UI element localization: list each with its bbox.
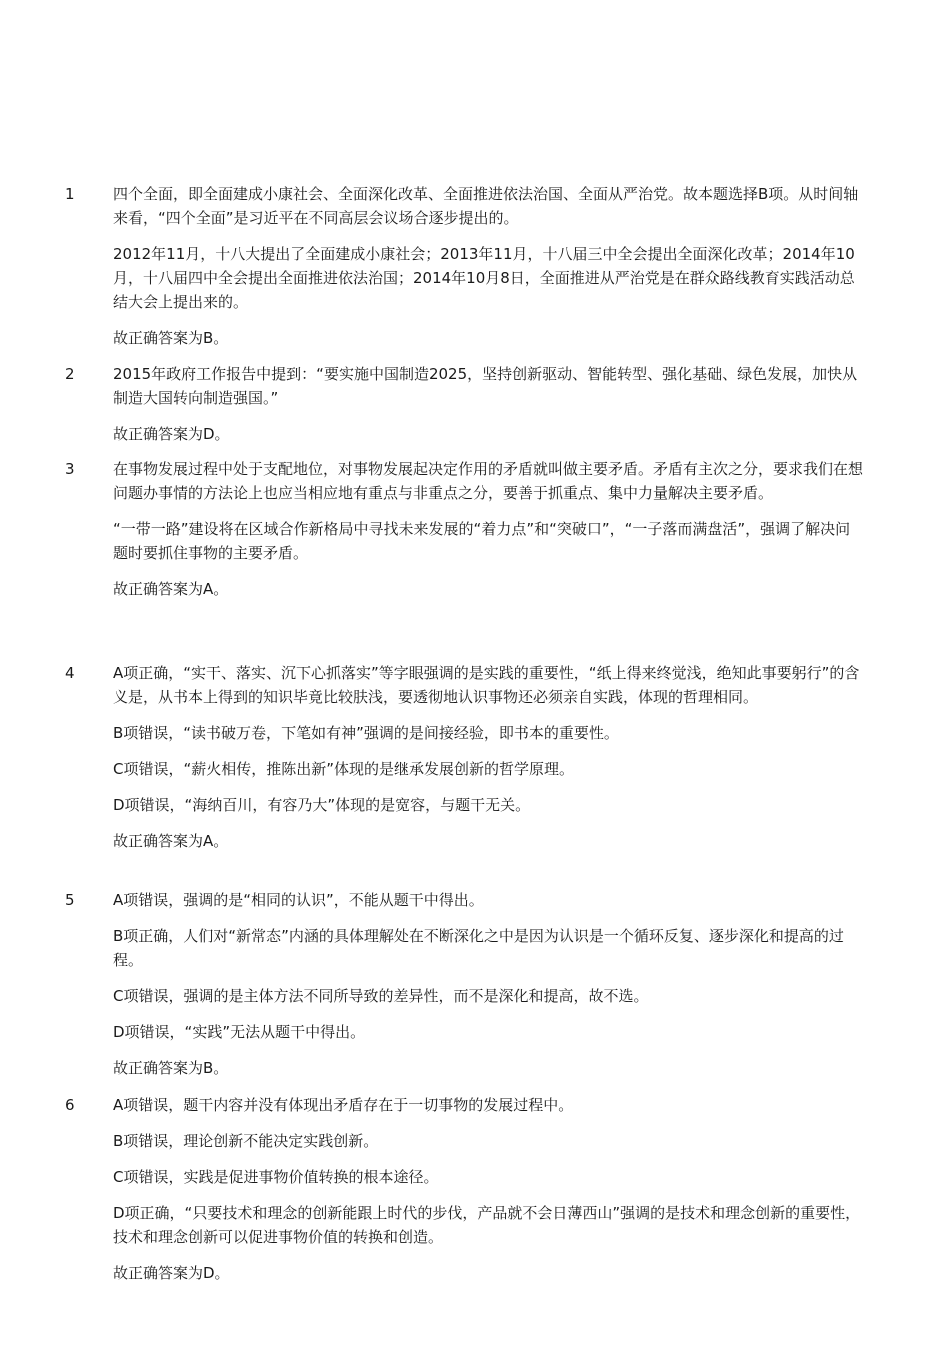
explanation-paragraph: B项正确，人们对“新常态”内涵的具体理解处在不断深化之中是因为认识是一个循环反复、逐步深化和提高的过程。 [113,927,844,969]
item-explanation [113,888,865,1092]
item-number: 1 [65,185,75,203]
explanation-paragraph: B项错误，理论创新不能决定实践创新。 [113,1132,379,1150]
answer-line: 故正确答案为D。 [113,1264,230,1282]
item-number: 6 [65,1096,75,1114]
explanation-paragraph: C项错误，实践是促进事物价值转换的根本途径。 [113,1168,439,1186]
answer-line: 故正确答案为B。 [113,329,229,347]
explanation-paragraph: D项错误，“海纳百川，有容乃大”体现的是宽容，与题干无关。 [113,796,531,814]
item-explanation [113,457,865,613]
answer-line: 故正确答案为A。 [113,832,229,850]
explanation-paragraph: 在事物发展过程中处于支配地位，对事物发展起决定作用的矛盾就叫做主要矛盾。矛盾有主次之分，要求我们在想问题办事情的方法论上也应当相应地有重点与非重点之分，要善于抓重点、集中力量解决主要矛盾。 [113,460,864,502]
explanation-paragraph: D项错误，“实践”无法从题干中得出。 [113,1023,366,1041]
explanation-paragraph: 2015年政府工作报告中提到：“要实施中国制造2025，坚持创新驱动、智能转型、强化基础、绿色发展，加快从制造大国转向制造强国。” [113,365,858,407]
answer-line: 故正确答案为A。 [113,580,229,598]
item-explanation [113,661,865,865]
answer-line: 故正确答案为B。 [113,1059,229,1077]
item-number: 4 [65,664,75,682]
item-number: 3 [65,460,75,478]
explanation-paragraph: A项错误，题干内容并没有体现出矛盾存在于一切事物的发展过程中。 [113,1096,574,1114]
explanation-paragraph: “一带一路”建设将在区域合作新格局中寻找未来发展的“着力点”和“突破口”，“一子落而满盘活”，强调了解决问题时要抓住事物的主要矛盾。 [113,520,851,562]
explanation-paragraph: 四个全面，即全面建成小康社会、全面深化改革、全面推进依法治国、全面从严治党。故本题选择B项。从时间轴来看，“四个全面”是习近平在不同高层会议场合逐步提出的。 [113,185,859,227]
explanation-paragraph: D项正确，“只要技术和理念的创新能跟上时代的步伐，产品就不会日薄西山”强调的是技术和理念创新的重要性，技术和理念创新可以促进事物价值的转换和创造。 [113,1204,861,1246]
explanation-paragraph: B项错误，“读书破万卷，下笔如有神”强调的是间接经验，即书本的重要性。 [113,724,619,742]
explanation-paragraph: A项错误，强调的是“相同的认识”，不能从题干中得出。 [113,891,484,909]
answer-line: 故正确答案为D。 [113,425,230,443]
explanation-paragraph: C项错误，“薪火相传，推陈出新”体现的是继承发展创新的哲学原理。 [113,760,575,778]
item-explanation [113,362,865,458]
explanation-paragraph: C项错误，强调的是主体方法不同所导致的差异性，而不是深化和提高，故不选。 [113,987,649,1005]
item-explanation [113,182,865,362]
item-explanation [113,1093,865,1297]
item-number: 2 [65,365,75,383]
explanation-paragraph: 2012年11月，十八大提出了全面建成小康社会；2013年11月，十八届三中全会提出全面深化改革；2014年10月，十八届四中全会提出全面推进依法治国；2014年10月8日，全面推进从严治党是在群众路线教育实践活动总结大会上提出来的。 [113,245,855,311]
explanation-paragraph: A项正确，“实干、落实、沉下心抓落实”等字眼强调的是实践的重要性，“纸上得来终觉浅，绝知此事要躬行”的含义是，从书本上得到的知识毕竟比较肤浅，要透彻地认识事物还必须亲自实践，体现的哲理相同。 [113,664,860,706]
item-number: 5 [65,891,75,909]
